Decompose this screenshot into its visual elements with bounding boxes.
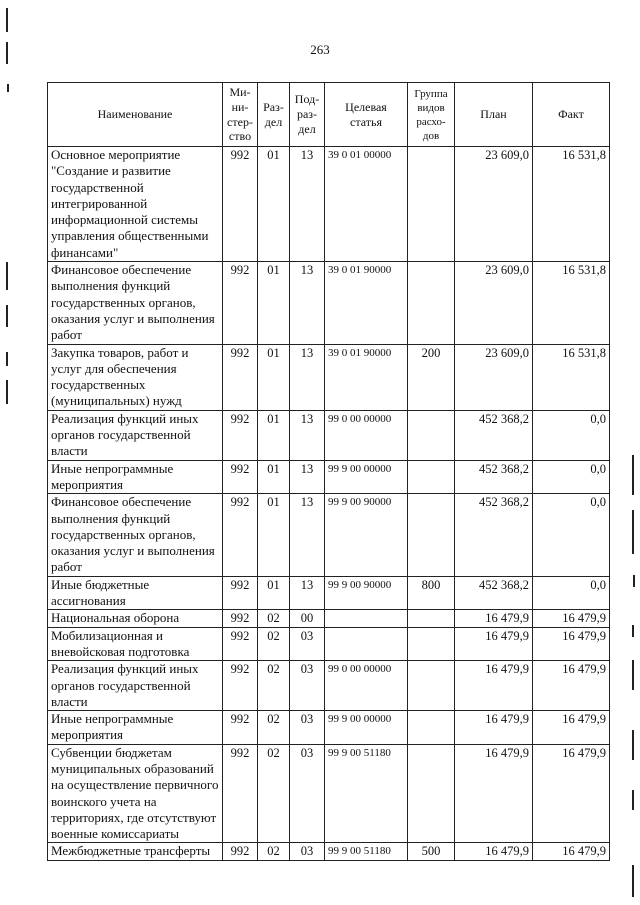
- cell-subsection: 03: [290, 711, 325, 745]
- scan-edge-mark: [6, 8, 8, 32]
- scan-edge-mark: [6, 262, 8, 290]
- cell-name: Национальная оборона: [48, 610, 223, 627]
- scan-edge-mark: [632, 660, 634, 690]
- table-row: [48, 460, 610, 494]
- budget-table: [47, 82, 610, 861]
- cell-expense-group: [408, 744, 455, 843]
- cell-fact: 16 479,9: [533, 711, 610, 745]
- cell-ministry: 992: [223, 494, 258, 576]
- scan-edge-mark: [633, 575, 635, 587]
- table-row: [48, 494, 610, 576]
- cell-target: 99 9 00 90000: [325, 494, 408, 576]
- cell-plan: 23 609,0: [455, 344, 533, 410]
- cell-target: [325, 610, 408, 627]
- header-plan: План: [455, 83, 533, 147]
- cell-ministry: 992: [223, 576, 258, 610]
- cell-plan: 16 479,9: [455, 744, 533, 843]
- header-name: Наименование: [48, 83, 223, 147]
- cell-plan: 452 368,2: [455, 494, 533, 576]
- scan-edge-mark: [632, 455, 634, 495]
- cell-name: Основное мероприятие "Создание и развитие государственной интегрированной информационной системы управления общественными финансами": [48, 147, 223, 262]
- cell-section: 02: [258, 711, 290, 745]
- cell-subsection: 00: [290, 610, 325, 627]
- page-number: 263: [310, 42, 330, 57]
- cell-expense-group: 200: [408, 344, 455, 410]
- cell-name: Межбюджетные трансферты: [48, 843, 223, 860]
- cell-subsection: 03: [290, 661, 325, 711]
- cell-name: Иные непрограммные мероприятия: [48, 711, 223, 745]
- cell-subsection: 13: [290, 344, 325, 410]
- table-row: [48, 410, 610, 460]
- cell-subsection: 03: [290, 744, 325, 843]
- cell-expense-group: [408, 661, 455, 711]
- cell-expense-group: [408, 262, 455, 344]
- cell-subsection: 13: [290, 262, 325, 344]
- cell-expense-group: 800: [408, 576, 455, 610]
- cell-section: 01: [258, 410, 290, 460]
- cell-expense-group: [408, 627, 455, 661]
- cell-subsection: 03: [290, 627, 325, 661]
- cell-section: 02: [258, 610, 290, 627]
- cell-subsection: 13: [290, 147, 325, 262]
- cell-expense-group: [408, 610, 455, 627]
- cell-plan: 452 368,2: [455, 576, 533, 610]
- cell-ministry: 992: [223, 610, 258, 627]
- cell-plan: 16 479,9: [455, 627, 533, 661]
- cell-section: 01: [258, 262, 290, 344]
- table-row: [48, 711, 610, 745]
- cell-section: 02: [258, 661, 290, 711]
- cell-expense-group: [408, 147, 455, 262]
- cell-name: Субвенции бюджетам муниципальных образований на осуществление первичного воинского учета на территориях, где отсутствуют военные комиссариаты: [48, 744, 223, 843]
- cell-name: Иные непрограммные мероприятия: [48, 460, 223, 494]
- cell-ministry: 992: [223, 410, 258, 460]
- scan-edge-mark: [632, 790, 634, 810]
- cell-fact: 16 479,9: [533, 661, 610, 711]
- cell-ministry: 992: [223, 744, 258, 843]
- cell-section: 01: [258, 494, 290, 576]
- cell-plan: 452 368,2: [455, 410, 533, 460]
- cell-target: 99 9 00 90000: [325, 576, 408, 610]
- cell-target: [325, 627, 408, 661]
- cell-expense-group: [408, 711, 455, 745]
- cell-plan: 23 609,0: [455, 147, 533, 262]
- cell-name: Финансовое обеспечение выполнения функций государственных органов, оказания услуг и выполнения работ: [48, 494, 223, 576]
- cell-subsection: 13: [290, 494, 325, 576]
- table-row: [48, 661, 610, 711]
- cell-plan: 16 479,9: [455, 661, 533, 711]
- cell-expense-group: 500: [408, 843, 455, 860]
- scan-edge-mark: [7, 84, 9, 92]
- cell-target: 99 0 00 00000: [325, 661, 408, 711]
- table-row: [48, 147, 610, 262]
- cell-section: 01: [258, 344, 290, 410]
- cell-fact: 16 531,8: [533, 262, 610, 344]
- cell-target: 99 9 00 00000: [325, 460, 408, 494]
- header-target: Целевая статья: [325, 83, 408, 147]
- table-row: [48, 262, 610, 344]
- cell-name: Реализация функций иных органов государственной власти: [48, 410, 223, 460]
- header-row: [48, 83, 610, 147]
- cell-section: 02: [258, 744, 290, 843]
- table-row: [48, 843, 610, 860]
- cell-target: 99 9 00 51180: [325, 744, 408, 843]
- cell-section: 02: [258, 627, 290, 661]
- header-section: Раз- дел: [258, 83, 290, 147]
- cell-fact: 16 479,9: [533, 610, 610, 627]
- cell-fact: 16 531,8: [533, 147, 610, 262]
- cell-plan: 23 609,0: [455, 262, 533, 344]
- cell-section: 01: [258, 460, 290, 494]
- table-row: [48, 576, 610, 610]
- cell-target: 99 9 00 51180: [325, 843, 408, 860]
- scan-edge-mark: [632, 730, 634, 760]
- cell-name: Реализация функций иных органов государственной власти: [48, 661, 223, 711]
- header-subsection: Под- раз- дел: [290, 83, 325, 147]
- cell-plan: 452 368,2: [455, 460, 533, 494]
- scan-edge-mark: [632, 865, 634, 897]
- cell-fact: 16 531,8: [533, 344, 610, 410]
- table-row: [48, 744, 610, 843]
- cell-name: Закупка товаров, работ и услуг для обеспечения государственных (муниципальных) нужд: [48, 344, 223, 410]
- cell-plan: 16 479,9: [455, 711, 533, 745]
- cell-subsection: 03: [290, 843, 325, 860]
- cell-section: 01: [258, 147, 290, 262]
- cell-plan: 16 479,9: [455, 610, 533, 627]
- table-row: [48, 610, 610, 627]
- cell-target: 39 0 01 90000: [325, 344, 408, 410]
- cell-ministry: 992: [223, 843, 258, 860]
- cell-ministry: 992: [223, 711, 258, 745]
- scan-edge-mark: [632, 510, 634, 554]
- cell-fact: 0,0: [533, 576, 610, 610]
- cell-section: 01: [258, 576, 290, 610]
- scan-edge-mark: [6, 305, 8, 327]
- scan-edge-mark: [6, 380, 8, 404]
- cell-name: Финансовое обеспечение выполнения функций государственных органов, оказания услуг и выполнения работ: [48, 262, 223, 344]
- table-row: [48, 627, 610, 661]
- cell-name: Иные бюджетные ассигнования: [48, 576, 223, 610]
- cell-target: 39 0 01 00000: [325, 147, 408, 262]
- cell-fact: 16 479,9: [533, 744, 610, 843]
- cell-fact: 0,0: [533, 410, 610, 460]
- scan-edge-mark: [6, 352, 8, 366]
- cell-plan: 16 479,9: [455, 843, 533, 860]
- cell-fact: 0,0: [533, 460, 610, 494]
- cell-section: 02: [258, 843, 290, 860]
- cell-ministry: 992: [223, 627, 258, 661]
- cell-ministry: 992: [223, 262, 258, 344]
- cell-ministry: 992: [223, 661, 258, 711]
- cell-expense-group: [408, 410, 455, 460]
- cell-expense-group: [408, 494, 455, 576]
- cell-target: 39 0 01 90000: [325, 262, 408, 344]
- cell-expense-group: [408, 460, 455, 494]
- header-fact: Факт: [533, 83, 610, 147]
- cell-subsection: 13: [290, 460, 325, 494]
- cell-ministry: 992: [223, 147, 258, 262]
- cell-ministry: 992: [223, 460, 258, 494]
- cell-name: Мобилизационная и вневойсковая подготовка: [48, 627, 223, 661]
- cell-subsection: 13: [290, 576, 325, 610]
- cell-fact: 16 479,9: [533, 843, 610, 860]
- table-row: [48, 344, 610, 410]
- cell-target: 99 9 00 00000: [325, 711, 408, 745]
- cell-subsection: 13: [290, 410, 325, 460]
- scan-edge-mark: [632, 625, 634, 637]
- header-expense-group: Группа видов расхо- дов: [408, 83, 455, 147]
- cell-fact: 0,0: [533, 494, 610, 576]
- header-ministry: Ми- ни- стер- ство: [223, 83, 258, 147]
- cell-fact: 16 479,9: [533, 627, 610, 661]
- cell-ministry: 992: [223, 344, 258, 410]
- cell-target: 99 0 00 00000: [325, 410, 408, 460]
